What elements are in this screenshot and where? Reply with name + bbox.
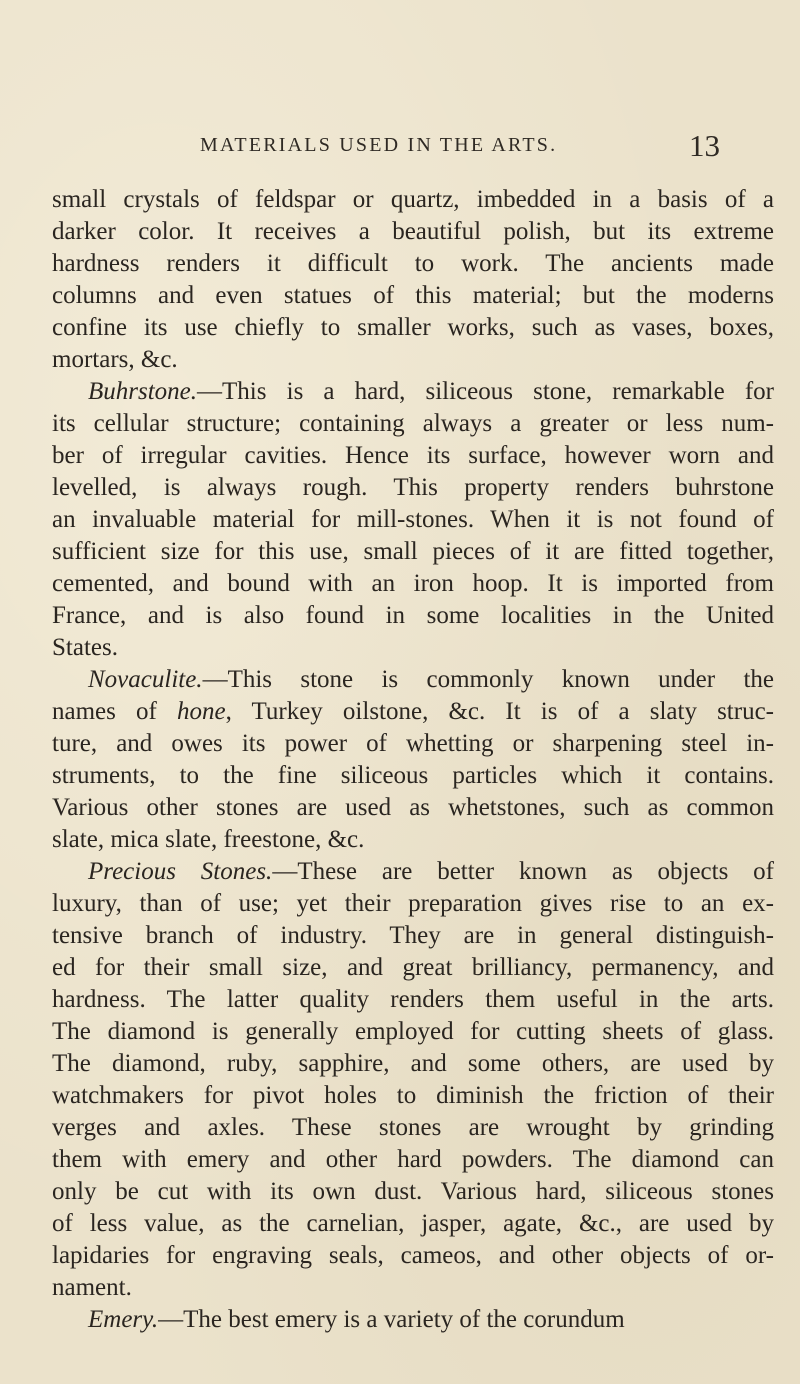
text-line: ture, and owes its power of whetting or sharpening steel in-	[52, 730, 774, 757]
text-line: Novaculite.—This stone is commonly known under the	[88, 666, 774, 693]
body-text	[52, 184, 774, 1336]
running-head	[200, 128, 720, 168]
text-line: of less value, as the carnelian, jasper, agate, &c., are used by	[52, 1210, 774, 1237]
text-line: an invaluable material for mill-stones. When it is not found of	[52, 506, 774, 533]
text-line: Buhrstone.—This is a hard, siliceous stone, remarkable for	[88, 378, 774, 405]
text-line: watchmakers for pivot holes to diminish the friction of their	[52, 1082, 774, 1109]
text-line: Various other stones are used as whetstones, such as common	[52, 794, 774, 821]
text-line: verges and axles. These stones are wrought by grinding	[52, 1114, 774, 1141]
text-line: only be cut with its own dust. Various hard, siliceous stones	[52, 1178, 774, 1205]
text-line: States.	[52, 634, 118, 661]
text-line: darker color. It receives a beautiful polish, but its extreme	[52, 218, 774, 245]
text-line: France, and is also found in some localities in the United	[52, 602, 774, 629]
text-line: sufficient size for this use, small pieces of it are fitted together,	[52, 538, 774, 565]
text-line: them with emery and other hard powders. The diamond can	[52, 1146, 774, 1173]
text-line: The diamond, ruby, sapphire, and some others, are used by	[52, 1050, 774, 1077]
text-line: confine its use chiefly to smaller works, such as vases, boxes,	[52, 314, 774, 341]
text-line: cemented, and bound with an iron hoop. It is imported from	[52, 570, 774, 597]
page-number: 13	[689, 128, 720, 163]
text-line: columns and even statues of this material; but the moderns	[52, 282, 774, 309]
text-line: ber of irregular cavities. Hence its surface, however worn and	[52, 442, 774, 469]
text-line: small crystals of feldspar or quartz, imbedded in a basis of a	[52, 186, 774, 213]
text-line: tensive branch of industry. They are in general distinguish-	[52, 922, 774, 949]
text-line: lapidaries for engraving seals, cameos, and other objects of or-	[52, 1242, 774, 1269]
text-line: luxury, than of use; yet their preparation gives rise to an ex-	[52, 890, 774, 917]
text-line: its cellular structure; containing always a greater or less num-	[52, 410, 774, 437]
text-line: levelled, is always rough. This property renders buhrstone	[52, 474, 774, 501]
running-title: MATERIALS USED IN THE ARTS.	[200, 134, 558, 156]
text-line: slate, mica slate, freestone, &c.	[52, 826, 365, 853]
text-line: The diamond is generally employed for cutting sheets of glass.	[52, 1018, 774, 1045]
text-line: hardness renders it difficult to work. The ancients made	[52, 250, 774, 277]
text-line: mortars, &c.	[52, 346, 178, 373]
text-line: struments, to the fine siliceous particles which it contains.	[52, 762, 774, 789]
text-line: Precious Stones.—These are better known as objects of	[88, 858, 774, 885]
text-line: hardness. The latter quality renders them useful in the arts.	[52, 986, 774, 1013]
text-line: names of hone, Turkey oilstone, &c. It is of a slaty struc-	[52, 698, 774, 725]
text-line: ed for their small size, and great brilliancy, permanency, and	[52, 954, 774, 981]
text-line: Emery.—The best emery is a variety of the corundum	[88, 1306, 625, 1333]
text-line: nament.	[52, 1274, 132, 1301]
